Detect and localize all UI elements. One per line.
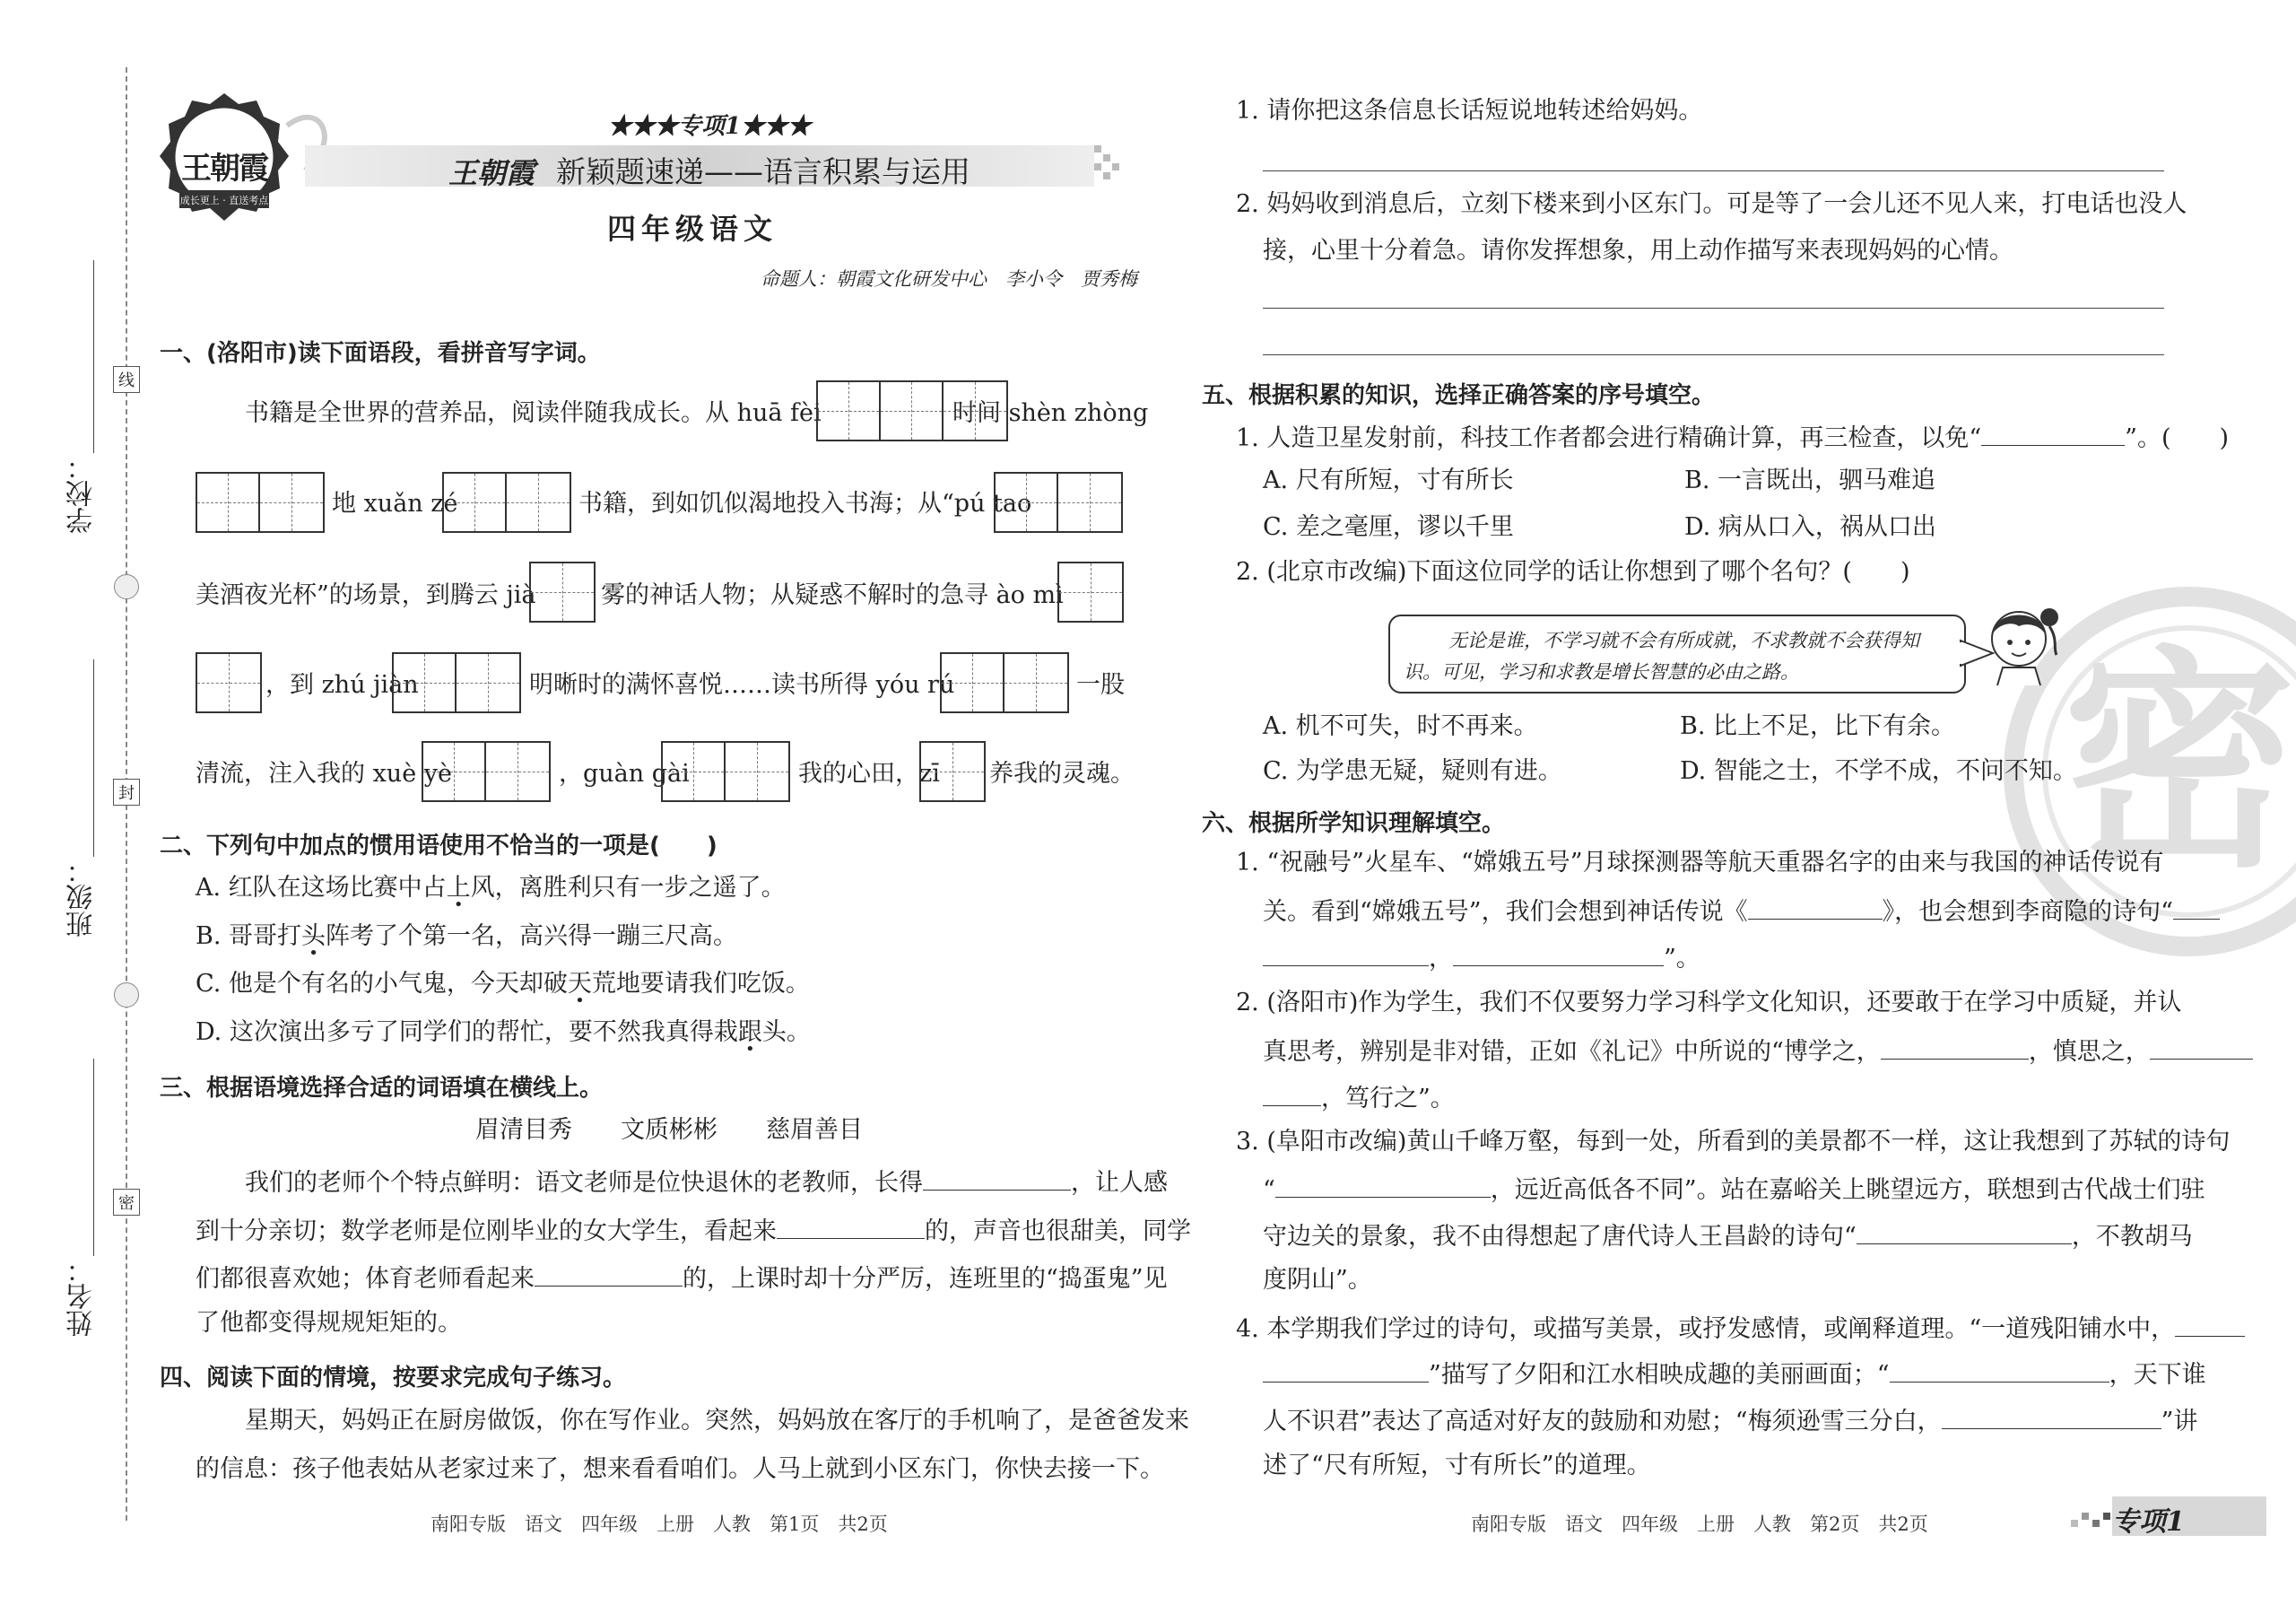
q6-sub4: 述了“尺有所短，寸有所长”的道理。 <box>1263 1452 1651 1479</box>
pinyin-grid-putao[interactable] <box>994 472 1123 533</box>
q6-sub1: 1. “祝融号”火星车、“嫦娥五号”月球探测器等航天重器名字的由来与我国的神话传说有 <box>1236 849 2164 877</box>
pinyin-grid-xueye[interactable] <box>422 741 551 802</box>
answer-line[interactable] <box>1263 170 2164 171</box>
answer-blank[interactable] <box>1981 423 2125 446</box>
q5-sub2: 2. (北京市改编)下面这位同学的话让你想到了哪个名句？( ) <box>1236 558 1910 586</box>
q3-text: 了他都变得规规矩矩的。 <box>196 1309 462 1337</box>
answer-blank[interactable] <box>1263 944 1429 966</box>
pinyin-grid-guangai[interactable] <box>661 741 790 802</box>
answer-blank[interactable] <box>1748 897 1883 920</box>
q3-heading: 三、根据语境选择合适的词语填在横线上。 <box>160 1075 604 1102</box>
section-tab: 专项1 <box>2112 1506 2185 1538</box>
q5-option[interactable]: A. 机不可失，时不再来。 <box>1263 712 1538 740</box>
q5-option[interactable]: A. 尺有所短，寸有所长 <box>1263 467 1514 494</box>
q2-dotted-phrase: 栽跟头 <box>713 1018 787 1046</box>
q6-sub1: ， ”。 <box>1263 944 1700 971</box>
answer-line[interactable] <box>1263 308 2164 309</box>
pinyin-grid-aomi[interactable] <box>1057 562 1124 623</box>
answer-blank[interactable] <box>1890 1360 2109 1383</box>
q6-sub1: 关。看到“嫦娥五号”，我们会想到神话传说《 》，也会想到李商隐的诗句“ <box>1263 897 2220 924</box>
answer-blank[interactable] <box>2150 1037 2253 1060</box>
answer-blank[interactable] <box>1263 1360 1429 1383</box>
q2-dotted-phrase: 破天荒 <box>543 970 616 998</box>
authors: 命题人：朝霞文化研发中心 李小令 贾秀梅 <box>761 268 1137 290</box>
q6-sub2: ，笃行之”。 <box>1263 1084 1455 1111</box>
binding-tag-mi: 密 <box>113 1189 140 1216</box>
q3-word-bank: 眉清目秀 文质彬彬 慈眉善目 <box>475 1116 863 1144</box>
pinyin-grid-zi[interactable] <box>919 741 986 802</box>
pinyin-grid-zhujian[interactable] <box>392 652 521 713</box>
q1-text: 美酒夜光杯”的场景，到腾云 jià <box>196 581 536 609</box>
binding-tag-xian: 线 <box>113 366 140 393</box>
school-field[interactable] <box>93 260 94 453</box>
logo-text: 王朝霞 <box>181 151 267 187</box>
q2-option-a[interactable]: A. 红队在这场比赛中占上风，离胜利只有一步之遥了。 <box>196 874 786 902</box>
watermark-text: 密 <box>2063 625 2296 899</box>
class-field[interactable] <box>93 659 94 857</box>
answer-blank[interactable] <box>1857 1222 2072 1244</box>
q6-heading: 六、根据所学知识理解填空。 <box>1202 810 1506 837</box>
q3-text: 到十分亲切；数学老师是位刚毕业的女大学生，看起来 的，声音也很甜美，同学 <box>196 1217 1191 1245</box>
answer-blank[interactable] <box>1881 1037 2029 1060</box>
q5-option[interactable]: B. 比上不足，比下有余。 <box>1680 712 1956 740</box>
q5-option[interactable]: C. 差之毫厘，谬以千里 <box>1263 513 1514 541</box>
q4-sub1: 1. 请你把这条信息长话短说地转述给妈妈。 <box>1236 97 1703 125</box>
footer-right: 南阳专版 语文 四年级 上册 人教 第2页 共2页 <box>1471 1513 1928 1535</box>
q1-text: 地 xuǎn zé <box>332 490 458 518</box>
q5-option[interactable]: B. 一言既出，驷马难追 <box>1684 467 1936 494</box>
name-field[interactable] <box>93 1059 94 1256</box>
answer-line[interactable] <box>1263 354 2164 355</box>
q4-text: 星期天，妈妈正在厨房做饭，你在写作业。突然，妈妈放在客厅的手机响了，是爸爸发来 <box>245 1407 1189 1435</box>
q5-option[interactable]: D. 病从口入，祸从口出 <box>1684 513 1936 541</box>
answer-blank[interactable] <box>923 1168 1071 1191</box>
q1-text: 明晰时的满怀喜悦……读书所得 yóu rú <box>529 671 955 699</box>
q1-text: 我的心田，zī <box>798 760 940 788</box>
q1-text: 书籍，到如饥似渴地投入书海；从“pú tao <box>578 490 1032 518</box>
q1-text: ，guàn gài <box>559 760 690 788</box>
q6-sub4: 人不识君”表达了高适对好友的鼓励和劝慰；“梅须逊雪三分白， ”讲 <box>1263 1408 2198 1435</box>
q6-sub4: 4. 本学期我们学过的诗句，或描写美景，或抒发感情，或阐释道理。“一道残阳铺水中， <box>1236 1314 2245 1341</box>
q2-option-b[interactable]: B. 哥哥打头阵考了个第一名，高兴得一蹦三尺高。 <box>196 922 738 950</box>
pinyin-grid-shenzhong[interactable] <box>196 472 325 533</box>
q6-sub2: 2. (洛阳市)作为学生，我们不仅要努力学习科学文化知识，还要敢于在学习中质疑，并认 <box>1236 989 2182 1016</box>
answer-blank[interactable] <box>1275 1175 1491 1198</box>
answer-blank[interactable] <box>1263 1084 1321 1106</box>
q6-sub2: 真思考，辨别是非对错，正如《礼记》中所说的“博学之， ，慎思之， <box>1263 1037 2253 1064</box>
q6-sub3: 度阴山”。 <box>1263 1266 1372 1294</box>
q4-text: 的信息：孩子他表姑从老家过来了，想来看看咱们。人马上就到小区东门，你快去接一下。 <box>196 1455 1164 1483</box>
answer-blank[interactable] <box>777 1217 925 1239</box>
answer-blank[interactable] <box>1942 1407 2161 1429</box>
q5-heading: 五、根据积累的知识，选择正确答案的序号填空。 <box>1202 382 1716 409</box>
q1-text: 养我的灵魂。 <box>989 760 1135 788</box>
answer-blank[interactable] <box>2175 1314 2245 1337</box>
class-label: 班级： <box>66 857 98 938</box>
page-subtitle: 四年级语文 <box>607 212 778 246</box>
q6-sub3: 守边关的景象，我不由得想起了唐代诗人王昌龄的诗句“ ，不教胡马 <box>1263 1223 2193 1251</box>
q6-sub3: 3. (阜阳市改编)黄山千峰万壑，每到一处，所看到的美景都不一样，这让我想到了苏轼的诗句 <box>1236 1128 2231 1156</box>
q3-text: 们都很喜欢她；体育老师看起来 的，上课时却十分严厉，连班里的“捣蛋鬼”见 <box>196 1265 1168 1293</box>
q3-text: 我们的老师个个特点鲜明：语文老师是位快退休的老教师，长得 ，让人感 <box>245 1169 1168 1197</box>
answer-blank[interactable] <box>2173 897 2220 920</box>
footer-left: 南阳专版 语文 四年级 上册 人教 第1页 共2页 <box>430 1513 888 1535</box>
q1-heading: 一、(洛阳市)读下面语段，看拼音写字词。 <box>160 340 601 367</box>
q2-dotted-phrase: 打头阵 <box>277 922 351 950</box>
q2-heading: 二、下列句中加点的惯用语使用不恰当的一项是( ) <box>160 833 718 859</box>
logo-caption: 成长更上 · 直送考点 <box>179 195 269 206</box>
binding-hole <box>114 574 139 599</box>
binding-tag-feng: 封 <box>113 779 140 806</box>
girl-illustration <box>1978 599 2063 689</box>
bubble-text: 无论是谁，不学习就不会有所成就，不求教就不会获得知 <box>1448 630 1919 651</box>
tab-decor <box>2067 1504 2112 1531</box>
name-label: 姓名： <box>66 1256 98 1337</box>
answer-blank[interactable] <box>1453 944 1664 966</box>
q5-option[interactable]: D. 智能之士，不学不成，不问不知。 <box>1680 757 2077 785</box>
q6-sub3: “ ，远近高低各不同”。站在嘉峪关上眺望远方，联想到古代战士们驻 <box>1263 1176 2205 1204</box>
answer-blank[interactable] <box>535 1264 683 1287</box>
series-label: ★★★专项1★★★ <box>608 113 812 140</box>
brand-name: 王朝霞 <box>448 156 535 190</box>
school-label: 学校： <box>66 453 98 534</box>
pinyin-grid-xuanze[interactable] <box>442 472 571 533</box>
binding-hole <box>114 982 139 1007</box>
q1-text: 一股 <box>1076 671 1125 699</box>
q2-dotted-phrase: 占上风 <box>422 874 495 902</box>
q1-text: ，到 zhú jiàn <box>265 671 419 699</box>
pinyin-grid-jia[interactable] <box>529 562 596 623</box>
q1-text: 书籍是全世界的营养品，阅读伴随我成长。从 huā fèi <box>245 399 822 427</box>
q5-sub1: 1. 人造卫星发射前，科技工作者都会进行精确计算，再三检查，以免“ ”。( ) <box>1236 424 2230 452</box>
q2-option-c[interactable]: C. 他是个有名的小气鬼，今天却破天荒地要请我们吃饭。 <box>196 970 810 998</box>
q4-sub2: 2. 妈妈收到消息后，立刻下楼来到小区东门。可是等了一会儿还不见人来，打电话也没人 <box>1236 190 2187 218</box>
q1-text: 雾的神话人物；从疑惑不解时的急寻 ào mì <box>601 581 1064 609</box>
q2-option-d[interactable]: D. 这次演出多亏了同学们的帮忙，要不然我真得栽跟头。 <box>196 1018 811 1046</box>
q1-text: 清流，注入我的 xuè yè <box>196 760 452 788</box>
page-title: 新颖题速递——语言积累与运用 <box>556 154 970 189</box>
pinyin-grid-youru[interactable] <box>940 652 1069 713</box>
bubble-text: 识。可见，学习和求教是增长智慧的必由之路。 <box>1404 661 1799 683</box>
q4-sub2: 接，心里十分着急。请你发挥想象，用上动作描写来表现妈妈的心情。 <box>1263 237 2013 265</box>
q4-heading: 四、阅读下面的情境，按要求完成句子练习。 <box>160 1365 627 1391</box>
q1-text: 时间 shèn zhòng <box>952 399 1149 427</box>
q6-sub4: ”描写了夕阳和江水相映成趣的美丽画面；“ ，天下谁 <box>1263 1360 2206 1387</box>
q5-option[interactable]: C. 为学患无疑，疑则有进。 <box>1263 757 1562 785</box>
pinyin-grid-aomi-2[interactable] <box>196 652 262 713</box>
